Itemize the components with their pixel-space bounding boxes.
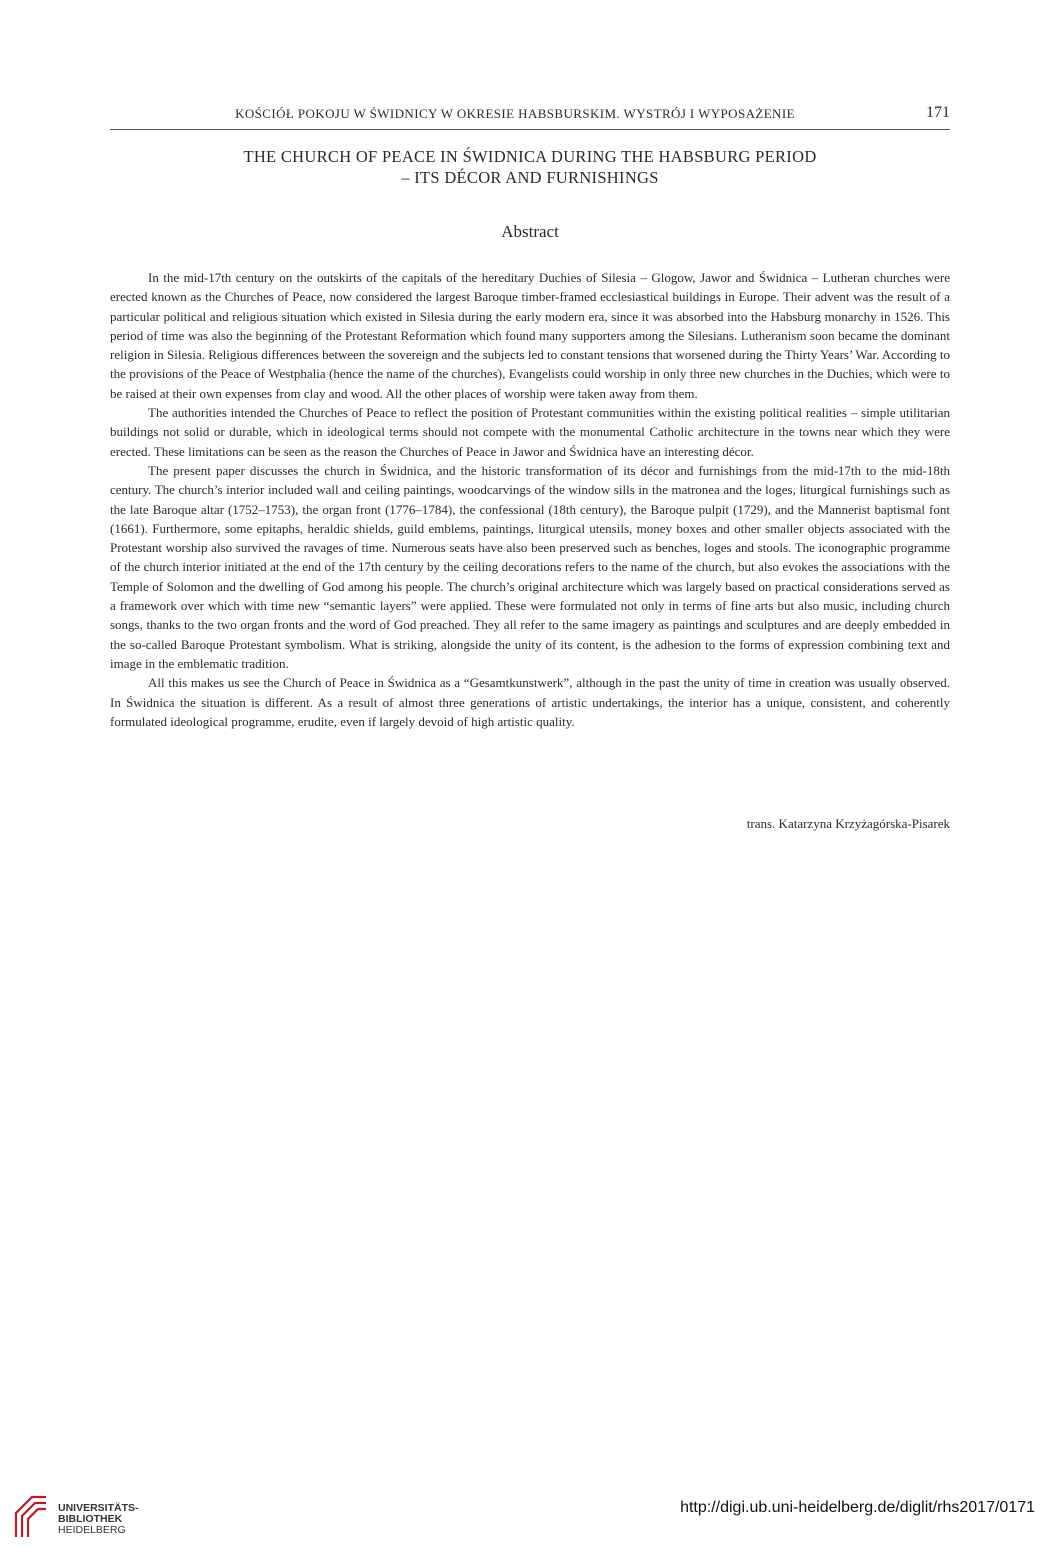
library-logo-line-2: BIBLIOTHEK: [58, 1513, 123, 1525]
library-logo-line-1: UNIVERSITÄTS-: [58, 1502, 139, 1514]
abstract-paragraph-4: All this makes us see the Church of Peace in Świdnica as a “Gesamtkunstwerk”, although in the past the unity of time in creation was usually observed. In Świdnica the situation is different. As a result of almost three generations of artistic undertakings, the interior has a unique, consistent, and coherently formulated ideological programme, erudite, even if largely devoid of high artistic quality.: [110, 675, 950, 729]
translator-credit: trans. Katarzyna Krzyżagórska-Pisarek: [746, 816, 950, 831]
abstract-paragraph-1: In the mid-17th century on the outskirts of the capitals of the hereditary Duchies of Silesia – Glogow, Jawor and Świdnica – Lutheran churches were erected known as the Churches of Peace, now considered the largest Baroque timber-framed ecclesiastical buildings in Europe. Their advent was the result of a particular political and religious situation which existed in Silesia during the early modern era, since it was absorbed into the Habsburg monarchy in 1526. This period of time was also the beginning of the Protestant Reformation which found many supporters among the Silesians. Lutheranism soon became the dominant religion in Silesia. Religious differences between the sovereign and the subjects led to constant tensions that worsened during the Thirty Years’ War. According to the provisions of the Peace of Westphalia (hence the name of the churches), Evangelists could worship in only three new churches in the Duchies, which were to be raised at their own expenses from clay and wood. All the other places of worship were taken away from them.: [110, 270, 950, 401]
university-library-logo-icon: [12, 1493, 50, 1541]
page-number: 171: [926, 104, 950, 121]
library-footer: [0, 1475, 1050, 1560]
abstract-body: [110, 268, 950, 731]
abstract-heading: Abstract: [501, 222, 559, 241]
running-head: [110, 103, 950, 130]
abstract-paragraph-2: The authorities intended the Churches of Peace to reflect the position of Protestant communities within the existing political realities – simple utilitarian buildings not solid or durable, which in ideological terms should not compete with the monumental Catholic architecture in the towns near which they were erected. These limitations can be seen as the reason the Churches of Peace in Jawor and Świdnica have an interesting décor.: [110, 405, 950, 459]
running-head-title: KOŚCIÓŁ POKOJU W ŚWIDNICY W OKRESIE HABSBURSKIM. WYSTRÓJ I WYPOSAŻENIE: [235, 106, 795, 121]
article-title-line-2: – ITS DÉCOR AND FURNISHINGS: [401, 168, 659, 187]
abstract-paragraph-3: The present paper discusses the church in Świdnica, and the historic transformation of its décor and furnishings from the mid-17th to the mid-18th century. The church’s interior included wall and ceiling paintings, woodcarvings of the window sills in the matronea and the loges, liturgical furnishings such as the late Baroque altar (1752–1753), the organ front (1776–1784), the confessional (18th century), the Baroque pulpit (1729), and the Mannerist baptismal font (1661). Furthermore, some epitaphs, heraldic shields, guild emblems, paintings, liturgical utensils, money boxes and other smaller objects associated with the Protestant worship also survived the ravages of time. Numerous seats have also been preserved such as benches, loges and stools. The iconographic programme of the church interior initiated at the end of the 17th century by the ceiling decorations refers to the name of the church, but also evokes the associations with the Temple of Solomon and the dwelling of God among his people. The church’s original architecture which was largely based on practical considerations served as a framework over which with time new “semantic layers” were applied. These were formulated not only in terms of fine arts but also music, including church songs, thanks to the two organ fronts and the word of God preached. They all refer to the same imagery as paintings and sculptures and are deeply embedded in the so-called Baroque Protestant symbolism. What is striking, alongside the unity of its content, is the adhesion to the forms of expression combining text and image in the emblematic tradition.: [110, 462, 950, 671]
article-title: [110, 146, 950, 188]
library-logo-text: [58, 1503, 139, 1536]
library-logo-line-3: HEIDELBERG: [58, 1524, 126, 1536]
digital-library-url[interactable]: http://digi.ub.uni-heidelberg.de/diglit/rhs2017/0171: [680, 1499, 1035, 1516]
article-title-line-1: THE CHURCH OF PEACE IN ŚWIDNICA DURING THE HABSBURG PERIOD: [243, 147, 817, 166]
